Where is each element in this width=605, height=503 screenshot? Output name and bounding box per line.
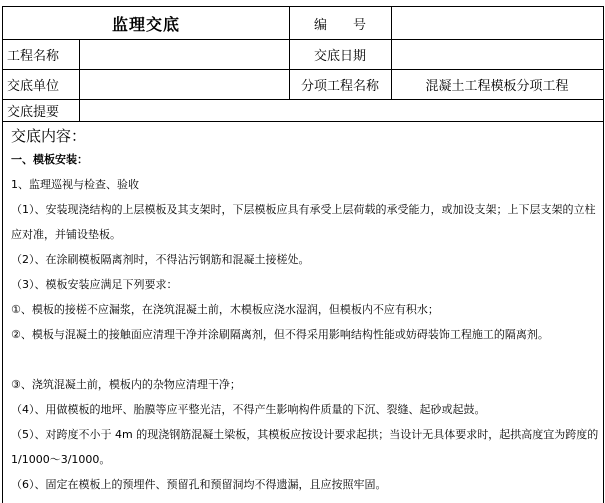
content-line: （3）、模板安装应满足下列要求： bbox=[11, 278, 178, 291]
content-line: （6）、固定在模板上的预埋件、预留孔和预留洞均不得遗漏，且应按照牢固。 bbox=[11, 478, 387, 491]
subproject-name-label: 分项工程名称 bbox=[300, 78, 379, 94]
project-name-value[interactable] bbox=[83, 39, 289, 69]
briefing-unit-value[interactable] bbox=[83, 69, 289, 99]
briefing-summary-label: 交底提要 bbox=[7, 104, 60, 120]
project-name-label: 工程名称 bbox=[7, 48, 60, 64]
content-heading: 交底内容： bbox=[11, 127, 87, 145]
briefing-unit-label: 交底单位 bbox=[7, 78, 60, 94]
briefing-date-label: 交底日期 bbox=[313, 48, 366, 64]
number-value[interactable] bbox=[391, 7, 603, 39]
briefing-content bbox=[11, 125, 601, 497]
briefing-summary-value[interactable] bbox=[83, 99, 601, 121]
number-label: 编 号 bbox=[313, 17, 366, 33]
column-divider bbox=[79, 39, 80, 121]
row-divider bbox=[3, 121, 603, 122]
content-line: （5）、对跨度不小于 4m 的现浇钢筋混凝土梁板，其模板应按设计要求起拱；当设计无具体要求时，起拱高度宜为跨度的 1/1000～3/1000。 bbox=[11, 428, 599, 466]
section-heading: 一、模板安装： bbox=[11, 153, 88, 166]
subproject-name-value[interactable]: 混凝土工程模板分项工程 bbox=[425, 78, 569, 94]
content-line: 1、监理巡视与检查、验收 bbox=[11, 178, 139, 191]
content-line: ③、浇筑混凝土前，模板内的杂物应清理干净； bbox=[11, 378, 241, 391]
content-line: （1）、安装现浇结构的上层模板及其支架时，下层模板应具有承受上层荷载的承受能力，或加设支架；上下层支架的立柱应对准，并铺设垫板。 bbox=[11, 203, 596, 241]
briefing-date-value[interactable] bbox=[395, 39, 603, 69]
form-title: 监理交底 bbox=[111, 14, 180, 34]
supervision-briefing-form bbox=[2, 6, 604, 503]
content-line: （2）、在涂刷模板隔离剂时，不得沾污钢筋和混凝土接槎处。 bbox=[11, 253, 310, 266]
content-line: ①、模板的接槎不应漏浆，在浇筑混凝土前，木模板应浇水湿润，但模板内不应有积水； bbox=[11, 303, 439, 316]
content-line: ②、模板与混凝土的接触面应清理干净并涂刷隔离剂，但不得采用影响结构性能或妨碍装饰工程施工的隔离剂。 bbox=[11, 328, 549, 341]
content-line: （4）、用做模板的地坪、胎膜等应平整光洁，不得产生影响构件质量的下沉、裂缝、起砂或起鼓。 bbox=[11, 403, 486, 416]
